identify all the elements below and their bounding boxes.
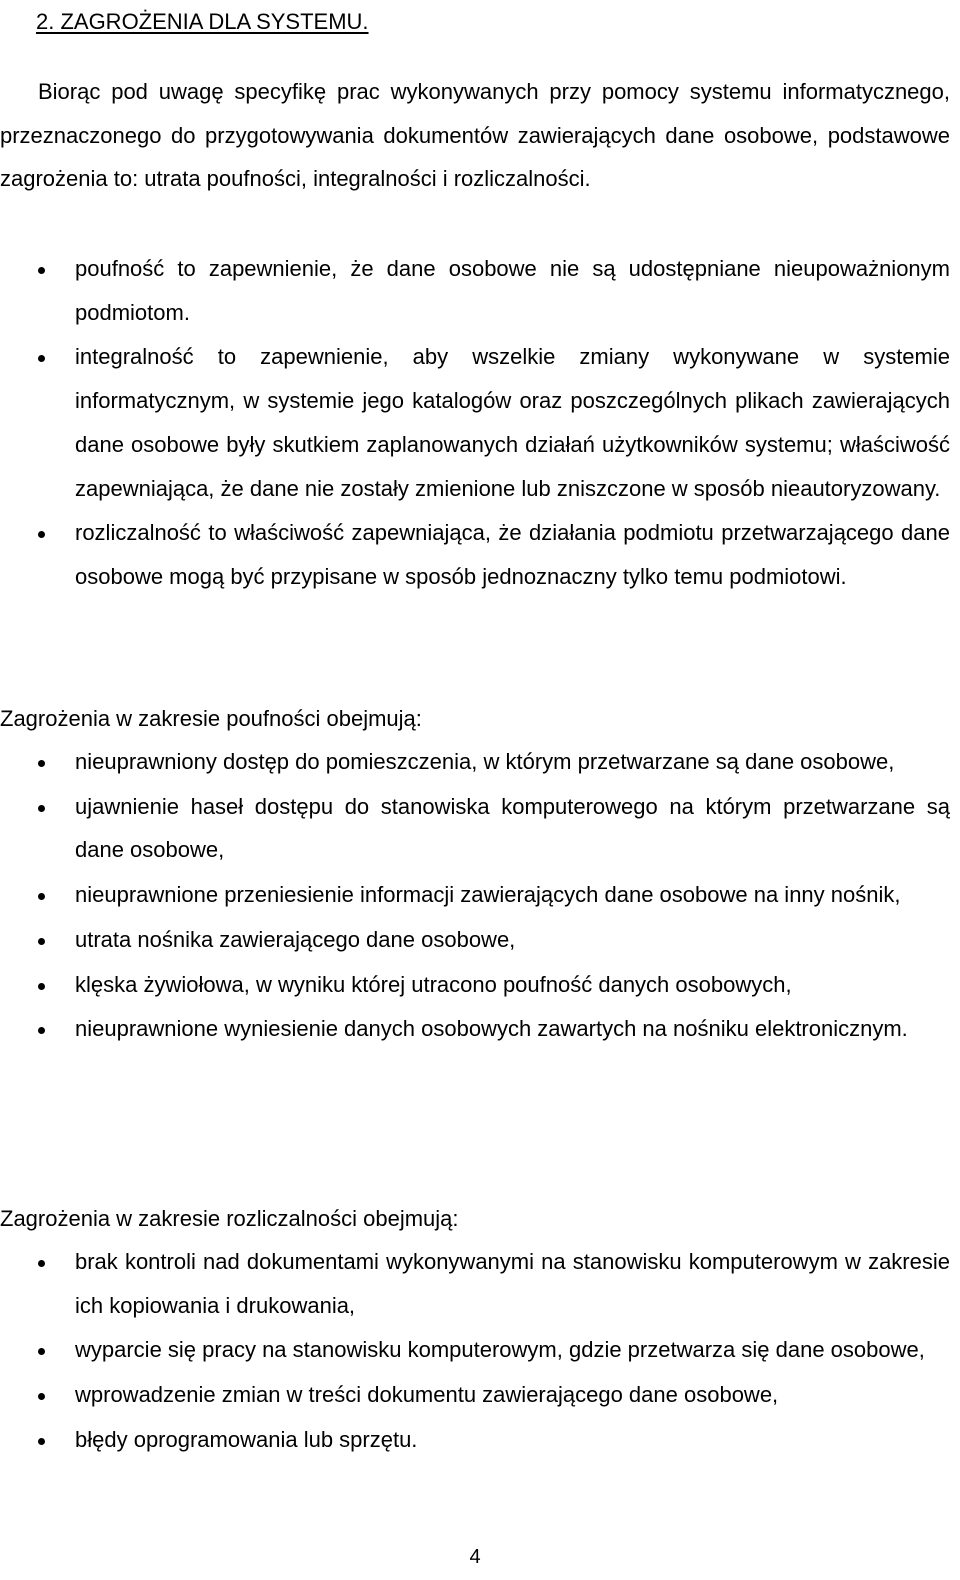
list-item-definition-accountability <box>0 511 950 598</box>
list-item <box>0 918 950 962</box>
definitions-list <box>0 247 950 600</box>
list-item-definition-confidentiality <box>0 247 950 334</box>
list-item <box>0 740 950 784</box>
list-item-text: brak kontroli nad dokumentami wykonywanymi na stanowisku komputerowym w zakresie ich kopiowania i drukowania, <box>75 1249 950 1318</box>
page-number: 4 <box>469 1546 481 1568</box>
list-item <box>0 1328 950 1372</box>
list-item-text: wyparcie się pracy na stanowisku komputerowym, gdzie przetwarza się dane osobowe, <box>75 1337 925 1363</box>
bullet-icon <box>38 760 45 767</box>
list-item <box>0 1240 950 1327</box>
bullet-icon <box>38 531 45 538</box>
list-item <box>0 1007 950 1051</box>
section-heading: 2. ZAGROŻENIA DLA SYSTEMU. <box>36 9 369 34</box>
list-item <box>0 873 950 917</box>
list-item-text: nieuprawnione przeniesienie informacji zawierających dane osobowe na inny nośnik, <box>75 882 901 908</box>
list-item <box>0 785 950 872</box>
list-item-text: nieuprawniony dostęp do pomieszczenia, w którym przetwarzane są dane osobowe, <box>75 749 895 774</box>
list-item-text: poufność to zapewnienie, że dane osobowe nie są udostępniane nieupoważnionym podmiotom. <box>75 256 950 325</box>
list-item-text: błędy oprogramowania lub sprzętu. <box>75 1426 418 1452</box>
bullet-icon <box>38 1260 45 1267</box>
list-item-text: wprowadzenie zmian w treści dokumentu zawierającego dane osobowe, <box>75 1382 779 1408</box>
bullet-icon <box>38 983 45 990</box>
list-item <box>0 963 950 1007</box>
list-item-text: utrata nośnika zawierającego dane osobowe, <box>75 926 516 952</box>
intro-paragraph: Biorąc pod uwagę specyfikę prac wykonywanych przy pomocy systemu informatycznego, przeznaczonego do przygotowywania dokumentów zawierających dane osobowe, podstawowe zagrożenia to: utrata poufności, integralności i rozliczalności. <box>0 79 950 192</box>
list-item-definition-integrity <box>0 335 950 510</box>
list-item-text: integralność to zapewnienie, aby wszelkie zmiany wykonywane w systemie informatycznym, w systemie jego katalogów oraz poszczególnych plikach zawierających dane osobowe były skutkiem zaplanowanych działań użytkowników systemu; właściwość zapewniająca, że dane nie zostały zmienione lub zniszczone w sposób nieautoryzowany. <box>75 344 950 501</box>
bullet-icon <box>38 893 45 900</box>
list-item <box>0 1373 950 1417</box>
list-item-text: rozliczalność to właściwość zapewniająca, że działania podmiotu przetwarzającego dane osobowe mogą być przypisane w sposób jednoznaczny tylko temu podmiotowi. <box>75 520 950 589</box>
accountability-threats-title: Zagrożenia w zakresie rozliczalności obejmują: <box>0 1206 459 1231</box>
bullet-icon <box>38 1438 45 1445</box>
bullet-icon <box>38 1348 45 1355</box>
list-item-text: ujawnienie haseł dostępu do stanowiska komputerowego na którym przetwarzane są dane osobowe, <box>75 793 950 863</box>
bullet-icon <box>38 938 45 945</box>
bullet-icon <box>38 805 45 812</box>
confidentiality-threats-title: Zagrożenia w zakresie poufności obejmują: <box>0 706 422 731</box>
bullet-icon <box>38 355 45 362</box>
accountability-threats-list <box>0 1240 950 1463</box>
list-item <box>0 1418 950 1462</box>
bullet-icon <box>38 267 45 274</box>
list-item-text: nieuprawnione wyniesienie danych osobowych zawartych na nośniku elektronicznym. <box>75 1016 908 1042</box>
bullet-icon <box>38 1027 45 1034</box>
bullet-icon <box>38 1393 45 1400</box>
list-item-text: klęska żywiołowa, w wyniku której utracono poufność danych osobowych, <box>75 971 792 997</box>
confidentiality-threats-list <box>0 740 950 1052</box>
